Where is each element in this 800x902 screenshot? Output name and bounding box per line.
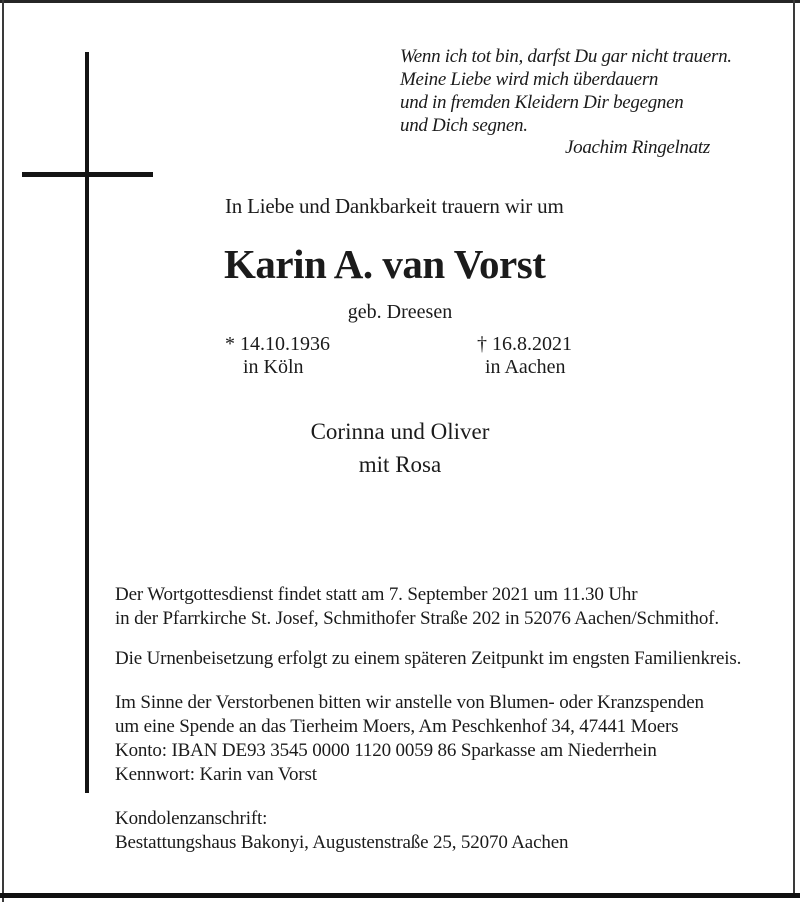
death-place: in Aachen (485, 356, 566, 378)
death-cross-symbol: † (477, 333, 487, 355)
death-block (477, 333, 572, 379)
intro-line: In Liebe und Dankbarkeit trauern wir um (225, 194, 564, 218)
frame-left-line (2, 0, 4, 902)
donation-line-4: Kennwort: Karin van Vorst (115, 764, 317, 785)
birth-symbol: * (225, 333, 235, 355)
opening-poem (400, 45, 770, 159)
service-line-2: in der Pfarrkirche St. Josef, Schmithofer Straße 202 in 52076 Aachen/Schmithof. (115, 608, 719, 629)
death-date: 16.8.2021 (492, 333, 572, 355)
maiden-name: geb. Dreesen (347, 301, 453, 323)
poem-line-2: Meine Liebe wird mich überdauern (400, 69, 659, 90)
poem-line-4: und Dich segnen. (400, 115, 528, 136)
death-date-line (477, 333, 572, 356)
frame-top-line (0, 0, 800, 3)
mourners-line-1: Corinna und Oliver (310, 419, 490, 444)
deceased-name: Karin A. van Vorst (224, 241, 546, 287)
service-line-1: Der Wortgottesdienst findet statt am 7. September 2021 um 11.30 Uhr (115, 584, 638, 605)
donation-line-3: Konto: IBAN DE93 3545 0000 1120 0059 86 Sparkasse am Niederrhein (115, 740, 657, 761)
birth-date: 14.10.1936 (240, 333, 330, 355)
frame-right-line (793, 0, 795, 895)
burial-line-1: Die Urnenbeisetzung erfolgt zu einem späteren Zeitpunkt im engsten Familienkreis. (115, 648, 742, 669)
donation-paragraph (115, 691, 783, 787)
service-paragraph (115, 583, 783, 631)
condolence-line-2: Bestattungshaus Bakonyi, Augustenstraße 25, 52070 Aachen (115, 832, 569, 853)
mourners-line-2: mit Rosa (358, 452, 442, 477)
birth-block (225, 333, 330, 379)
cross-horizontal-bar (22, 172, 153, 177)
birth-date-line (225, 333, 330, 356)
poem-line-3: und in fremden Kleidern Dir begegnen (400, 92, 684, 113)
cross-vertical-bar (85, 52, 89, 793)
burial-paragraph (115, 647, 783, 671)
donation-line-1: Im Sinne der Verstorbenen bitten wir anstelle von Blumen- oder Kranzspenden (115, 692, 704, 713)
poem-attribution: Joachim Ringelnatz (565, 137, 710, 158)
mourners-block (225, 415, 575, 481)
frame-bottom-bar (0, 893, 800, 898)
condolence-paragraph (115, 807, 783, 855)
donation-line-2: um eine Spende an das Tierheim Moers, Am Peschkenhof 34, 47441 Moers (115, 716, 679, 737)
condolence-line-1: Kondolenzanschrift: (115, 808, 268, 829)
birth-place: in Köln (243, 356, 304, 378)
poem-line-1: Wenn ich tot bin, darfst Du gar nicht trauern. (400, 46, 732, 67)
